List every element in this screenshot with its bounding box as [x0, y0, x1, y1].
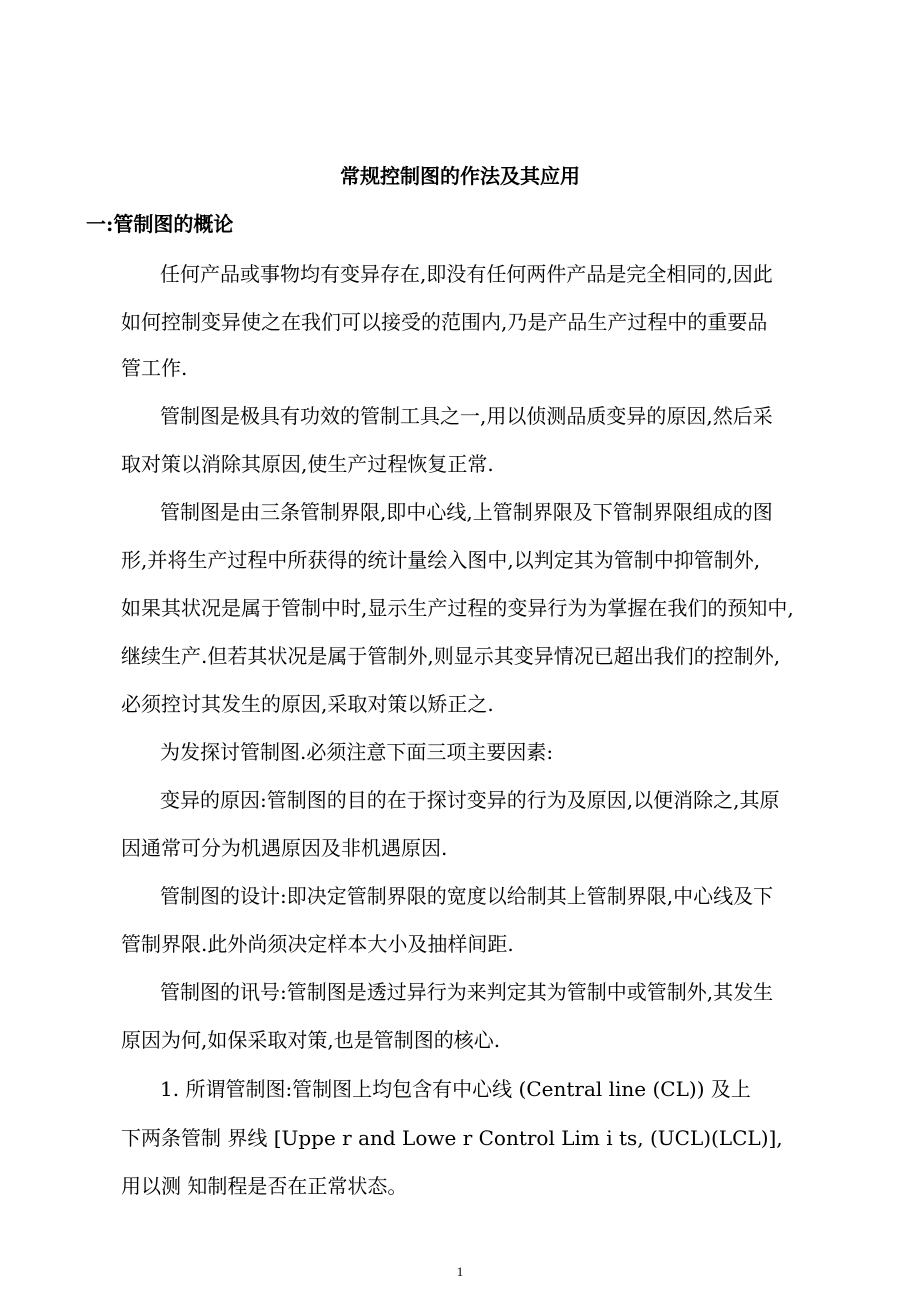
paragraph-line: 管工作.	[121, 356, 188, 380]
paragraph-line: 管制图的讯号:管制图是透过异行为来判定其为管制中或管制外,其发生	[160, 980, 774, 1004]
document-title: 常规控制图的作法及其应用	[340, 164, 580, 188]
paragraph-line: 原因为何,如保采取对策,也是管制图的核心.	[121, 1028, 501, 1052]
section-heading: 一:管制图的概论	[86, 212, 234, 236]
paragraph-line: 1. 所谓管制图:管制图上均包含有中心线 (Central line (CL)) 及上	[160, 1077, 751, 1101]
paragraph-line: 管制界限.此外尚须决定样本大小及抽样间距.	[121, 932, 514, 956]
paragraph-line: 如何控制变异使之在我们可以接受的范围内,乃是产品生产过程中的重要品	[121, 310, 768, 334]
paragraph-line: 因通常可分为机遇原因及非机遇原因.	[121, 836, 448, 860]
paragraph-line: 任何产品或事物均有变异存在,即没有任何两件产品是完全相同的,因此	[160, 262, 773, 286]
paragraph-line: 管制图是由三条管制界限,即中心线,上管制界限及下管制界限组成的图	[160, 500, 773, 524]
paragraph-line: 下两条管制 界线 [Uppe r and Lowe r Control Lim i ts, (UCL)(LCL)],	[121, 1126, 783, 1150]
paragraph-line: 为发探讨管制图.必须注意下面三项主要因素:	[160, 740, 554, 764]
paragraph-line: 继续生产.但若其状况是属于管制外,则显示其变异情况已超出我们的控制外,	[121, 644, 781, 668]
paragraph-line: 用以测 知制程是否在正常状态。	[121, 1174, 408, 1198]
paragraph-line: 必须控讨其发生的原因,采取对策以矫正之.	[121, 692, 494, 716]
paragraph-line: 取对策以消除其原因,使生产过程恢复正常.	[121, 452, 494, 476]
page-number: 1	[456, 1264, 464, 1279]
paragraph-line: 变异的原因:管制图的目的在于探讨变异的行为及原因,以便消除之,其原	[160, 788, 780, 812]
paragraph-line: 管制图的设计:即决定管制界限的宽度以给制其上管制界限,中心线及下	[160, 884, 774, 908]
paragraph-line: 如果其状况是属于管制中时,显示生产过程的变异行为为掌握在我们的预知中,	[121, 596, 794, 620]
paragraph-line: 管制图是极具有功效的管制工具之一,用以侦测品质变异的原因,然后采	[160, 404, 773, 428]
paragraph-line: 形,并将生产过程中所获得的统计量绘入图中,以判定其为管制中抑管制外,	[121, 548, 761, 572]
